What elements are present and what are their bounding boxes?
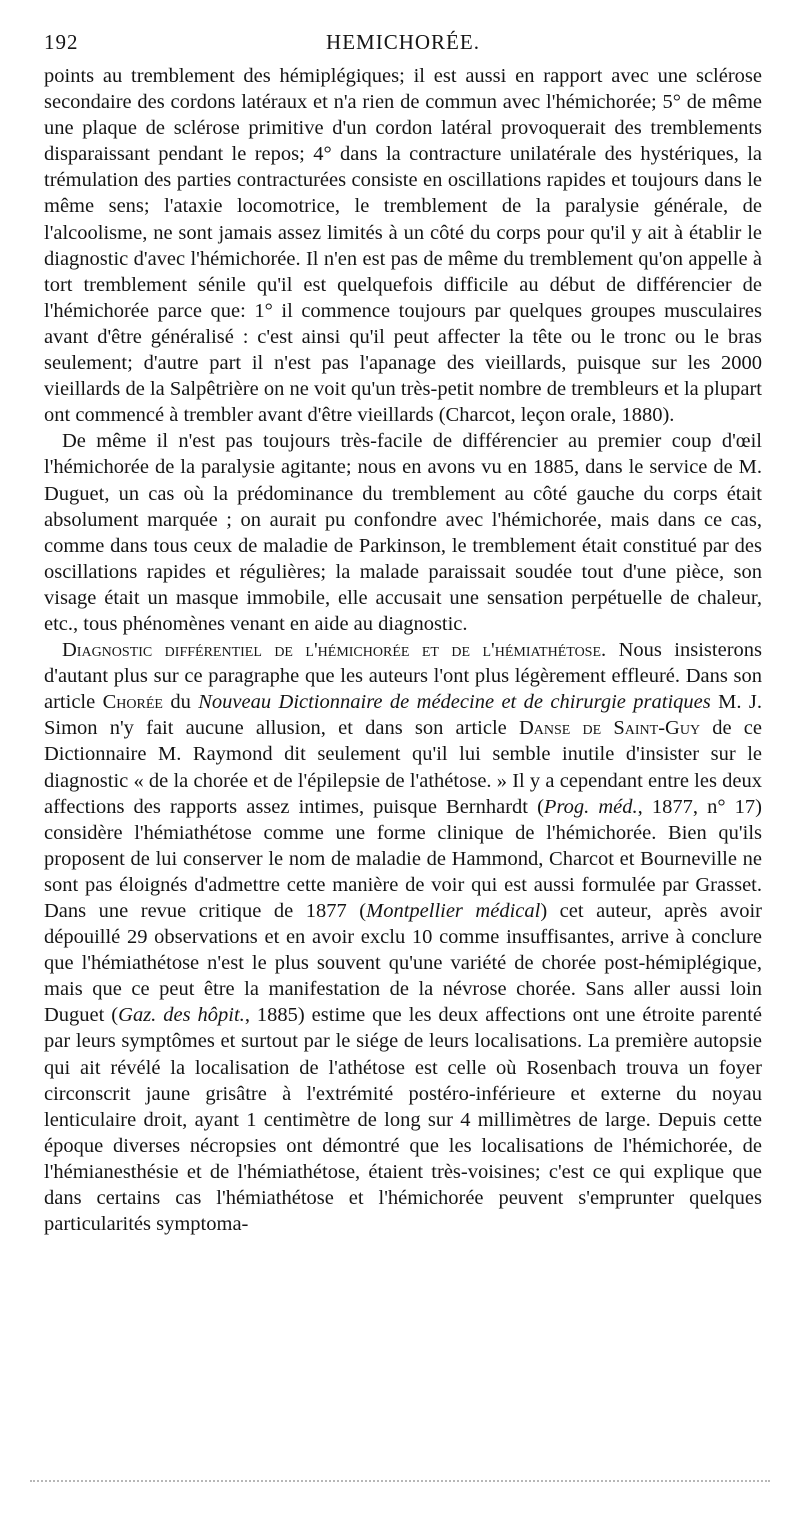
article-title-choree: Chorée — [102, 691, 163, 714]
section-heading: Diagnostic différentiel de l'hémichorée et de l'hémiathétose. — [62, 639, 607, 662]
running-title: HEMICHORÉE. — [326, 30, 480, 54]
body-text — [44, 63, 762, 1237]
text-run: de ce Dictionnaire M. Raymond dit seulement qu'il lui semble inutile d'insister sur le diagnostic « de la chorée et de l'épilepsie de l'athétose. » Il y a cependant entre les deux affections des rapports assez intimes, puisque Bernhardt ( — [44, 717, 762, 818]
running-header — [44, 30, 762, 58]
text-run: Nous insisterons d'autant plus sur ce paragraphe que les auteurs l'ont plus légèrement effleuré. Dans son article — [44, 639, 762, 714]
citation-gaz-hopit: Gaz. des hôpit. — [118, 1004, 245, 1027]
citation-montpellier: Montpellier médical — [366, 900, 541, 922]
citation-prog-med: Prog. méd. — [543, 795, 638, 818]
article-title-danse: Danse de Saint-Guy — [518, 717, 701, 740]
paragraph-1 — [44, 63, 762, 428]
dictionary-title: Nouveau Dictionnaire de médecine et de chirurgie pratiques — [198, 691, 711, 714]
text-run: , 1885) estime que les deux affections ont une étroite parenté par leurs symptômes et surtout par le siége de leurs localisations. La première autopsie qui ait révélé la localisation de l'athétose est celle où Rosenbach trouva un foyer circonscrit jaune grisâtre à l'extrémité postéro-inférieure et externe du noyau lenticulaire droit, ayant 1 centimètre de long sur 4 millimètres de large. Depuis cette époque diverses nécropsies ont démontré que les localisations de l'hémichorée, de l'hémianesthésie et de l'hémiathétose, étaient très-voisines; c'est ce qui explique que dans certains cas l'hémiathétose et l'hémichorée peuvent s'emprunter quelques particularités symptoma- — [44, 1004, 762, 1236]
paragraph-2 — [44, 428, 762, 637]
paragraph-1-text: points au tremblement des hémiplégiques; il est aussi en rapport avec une sclérose secondaire des cordons latéraux et n'a rien de commun avec l'hémichorée; 5° de même une plaque de sclérose primitive d'un cordon latéral provoquerait des tremblements disparaissant pendant le repos; 4° dans la contracture unilatérale des hystériques, la trémulation des parties contracturées consiste en oscillations rapides et toujours dans le même sens; l'ataxie locomotrice, le tremblement de la paralysie générale, de l'alcoolisme, ne sont jamais assez limités à un côté du corps pour qu'il y ait à établir le diagnostic d'avec l'hémichorée. Il n'en est pas de même du tremblement qu'on appelle à tort tremblement sénile qu'il est quelquefois difficile au début de différencier de l'hémichorée parce que: 1° il commence toujours par quelques groupes musculaires avant d'être généralisé : c'est ainsi qu'il peut affecter la tête ou le tronc ou le bras seulement; d'autre part il n'est pas l'apanage des vieillards, puisque sur les 2000 vieillards de la Salpêtrière on ne voit qu'un très-petit nombre de trembleurs et la plupart ont commencé à trembler avant d'être vieillards (Charcot, leçon orale, 1880). — [44, 65, 762, 427]
text-run: M. J. Simon n'y fait aucune allusion, et dans son article — [44, 691, 762, 740]
page-number: 192 — [44, 30, 79, 54]
bottom-print-bleed — [30, 1480, 770, 1488]
text-run: du — [162, 691, 199, 714]
text-run: ) cet auteur, après avoir dépouillé 29 observations et en avoir exclu 10 comme insuffisantes, arrive à conclure que l'hémiathétose n'est le plus souvent qu'une variété de chorée post-hémiplégique, mais que ce peut être la manifestation de la névrose chorée. Sans aller aussi loin Duguet ( — [44, 900, 762, 1027]
paragraph-2-text: De même il n'est pas toujours très-facile de différencier au premier coup d'œil l'hémichorée de la paralysie agitante; nous en avons vu en 1885, dans le service de M. Duguet, un cas où la prédominance du tremblement au côté gauche du corps était absolument marquée ; on aurait pu confondre avec l'hémichorée, mais dans ce cas, comme dans tous ceux de maladie de Parkinson, le tremblement était constitué par des oscillations rapides et régulières; la malade paraissait soudée tout d'une pièce, son visage était un masque immobile, elle accusait une sensation perpétuelle de chaleur, etc., tous phénomènes venant en aide au diagnostic. — [44, 430, 762, 635]
paragraph-3 — [44, 637, 762, 1237]
text-run: , 1877, n° 17) considère l'hémiathétose comme une forme clinique de l'hémichorée. Bien qu'ils proposent de lui conserver le nom de maladie de Hammond, Charcot et Bourneville ne sont pas éloignés d'admettre cette manière de voir qui est aussi formulée par Grasset. Dans une revue critique de 1877 ( — [44, 795, 762, 922]
